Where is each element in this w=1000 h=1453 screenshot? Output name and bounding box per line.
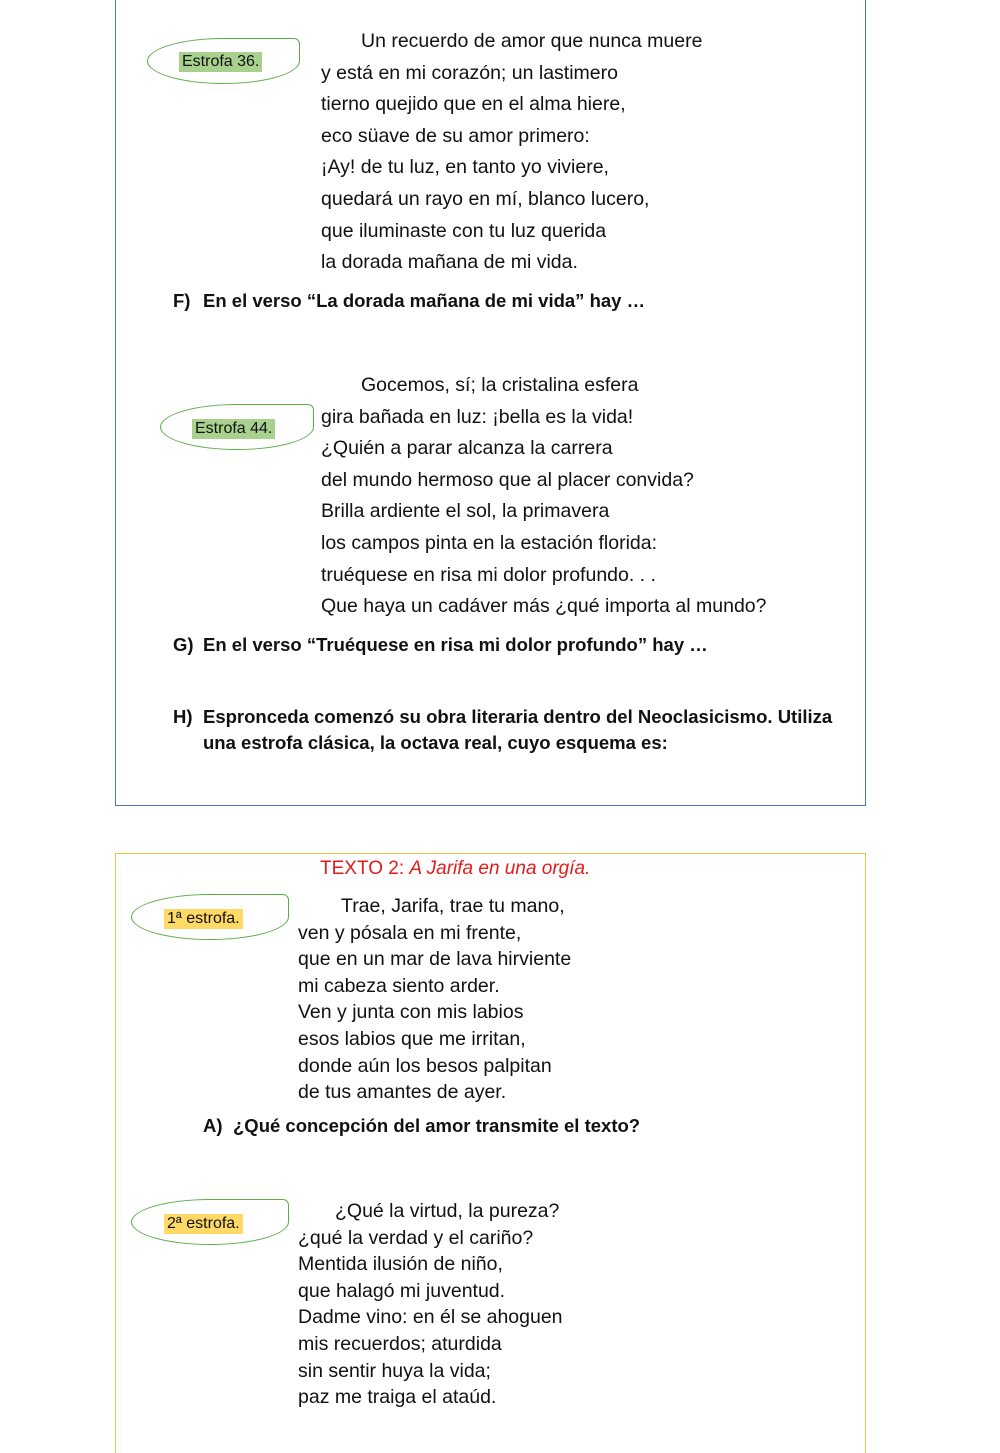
question-f-text: En el verso “La dorada mañana de mi vida” hay … [203, 290, 646, 311]
question-h-text-line1: Espronceda comenzó su obra literaria dentro del Neoclasicismo. Utiliza [203, 706, 833, 727]
poem-line: ¡Ay! de tu luz, en tanto yo viviere, [321, 156, 609, 179]
stanza-2-poem [298, 1198, 563, 1411]
poem-line: los campos pinta en la estación florida: [321, 531, 658, 554]
question-h-letter: H) [173, 706, 193, 727]
poem-line: donde aún los besos palpitan [298, 1054, 552, 1077]
poem-line: ven y pósala en mi frente, [298, 921, 522, 944]
stanza-2-label: 2ª estrofa. [164, 1214, 243, 1234]
text-2-title [320, 858, 590, 880]
poem-line: Trae, Jarifa, trae tu mano, [341, 895, 565, 917]
poem-line: ¿qué la verdad y el cariño? [298, 1226, 534, 1249]
poem-line: del mundo hermoso que al placer convida? [321, 468, 694, 491]
poem-line: eco süave de su amor primero: [321, 124, 590, 147]
question-f-letter: F) [173, 290, 191, 311]
poem-line: Que haya un cadáver más ¿qué importa al mundo? [321, 595, 767, 618]
question-f [173, 288, 863, 314]
poem-line: truéquese en risa mi dolor profundo. . . [321, 563, 656, 586]
poem-line: mi cabeza siento arder. [298, 974, 500, 997]
poem-line: de tus amantes de ayer. [298, 1081, 507, 1104]
stanza-44-poem [321, 370, 767, 623]
poem-line: Mentida ilusión de niño, [298, 1253, 503, 1276]
stanza-44-label: Estrofa 44. [192, 419, 275, 439]
poem-line: ¿Qué la virtud, la pureza? [335, 1200, 560, 1222]
poem-line: gira bañada en luz: ¡bella es la vida! [321, 405, 634, 428]
poem-line: Ven y junta con mis labios [298, 1001, 524, 1024]
poem-line: tierno quejido que en el alma hiere, [321, 93, 626, 116]
poem-line: mis recuerdos; aturdida [298, 1332, 502, 1355]
poem-line: paz me traiga el ataúd. [298, 1386, 497, 1409]
question-g [173, 632, 863, 658]
stanza-1-label: 1ª estrofa. [164, 909, 243, 929]
poem-line: la dorada mañana de mi vida. [321, 251, 578, 274]
poem-line: Un recuerdo de amor que nunca muere [361, 30, 703, 52]
poem-line: Dadme vino: en él se ahoguen [298, 1306, 563, 1329]
poem-line: que iluminaste con tu luz querida [321, 219, 607, 242]
question-h-text-line2: una estrofa clásica, la octava real, cuyo esquema es: [203, 732, 668, 753]
poem-line: esos labios que me irritan, [298, 1027, 526, 1050]
poem-line: que halagó mi juventud. [298, 1279, 506, 1302]
poem-line: ¿Quién a parar alcanza la carrera [321, 437, 613, 460]
question-a-text: ¿Qué concepción del amor transmite el texto? [233, 1115, 641, 1136]
question-h [173, 704, 863, 758]
stanza-36-poem [321, 26, 702, 279]
question-g-letter: G) [173, 634, 194, 655]
poem-line: quedará un rayo en mí, blanco lucero, [321, 187, 650, 210]
poem-line: sin sentir huya la vida; [298, 1359, 491, 1382]
question-a-letter: A) [203, 1115, 223, 1136]
text-2-title-work: A Jarifa en una orgía. [409, 858, 591, 879]
question-g-text: En el verso “Truéquese en risa mi dolor profundo” hay … [203, 634, 708, 655]
poem-line: que en un mar de lava hirviente [298, 948, 572, 971]
text-2-title-prefix: TEXTO 2: [320, 858, 405, 879]
poem-line: Gocemos, sí; la cristalina esfera [361, 374, 639, 396]
question-a [203, 1113, 863, 1139]
stanza-1-poem [298, 893, 571, 1106]
stanza-36-label: Estrofa 36. [179, 52, 262, 72]
poem-line: y está en mi corazón; un lastimero [321, 61, 618, 84]
poem-line: Brilla ardiente el sol, la primavera [321, 500, 610, 523]
